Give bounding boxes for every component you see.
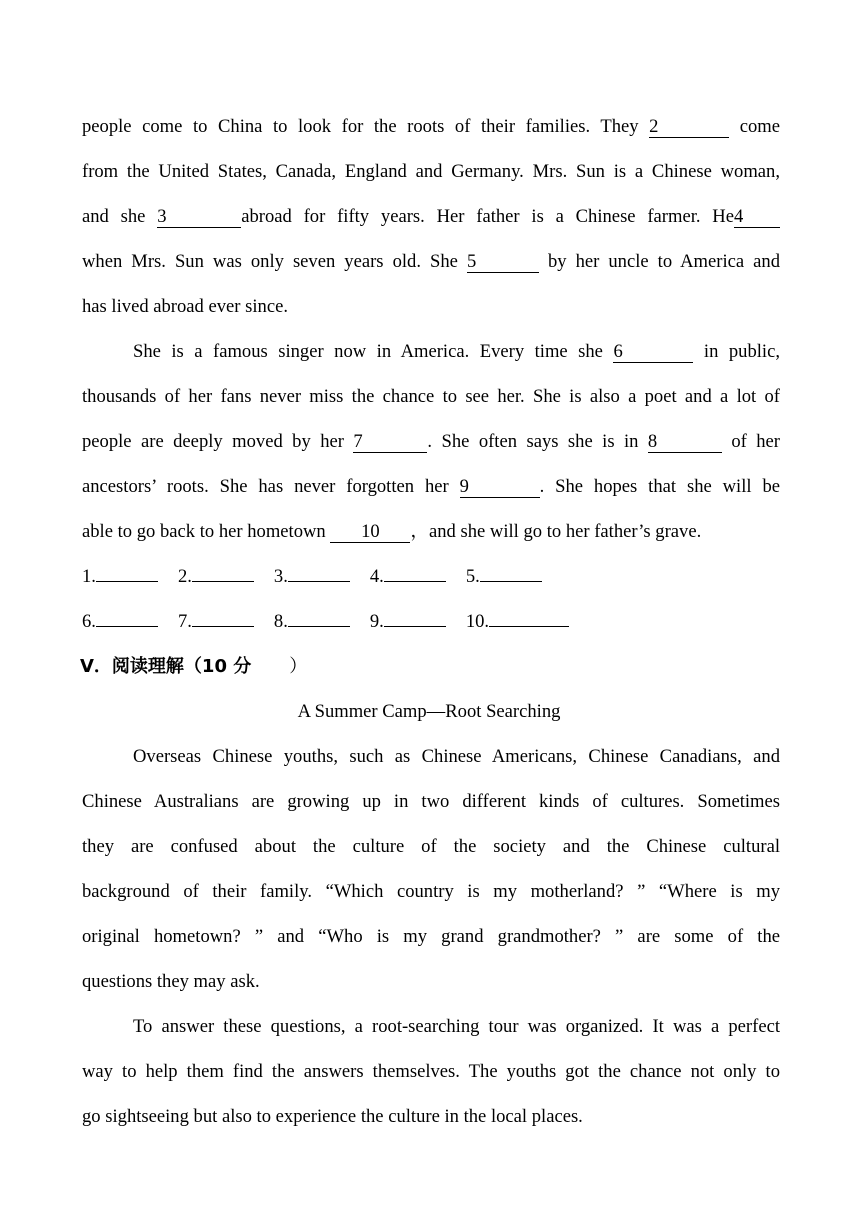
answer-slot: 3.	[274, 554, 350, 599]
answer-row	[82, 599, 780, 644]
cloze-blank-5: 5	[467, 252, 539, 273]
passage-text-line: Overseas Chinese youths, such as Chinese Americans, Chinese Canadians, and	[133, 746, 780, 767]
answer-slot: 6.	[82, 599, 158, 644]
answer-slot: 8.	[274, 599, 350, 644]
cloze-text-line: able to go back to her hometown 10 ，and she will go to her father’s grave.	[82, 521, 702, 542]
passage-title: A Summer Camp—Root Searching	[297, 701, 561, 722]
cloze-text-line: and she 3 abroad for fifty years. Her father is a Chinese farmer. He4	[82, 194, 780, 239]
answer-blank[interactable]	[192, 581, 254, 582]
answer-slot: 1.	[82, 554, 158, 599]
answer-slot: 4.	[370, 554, 446, 599]
passage-text-line: original hometown? ” and “Who is my grand grandmother? ” are some of the	[82, 926, 780, 947]
cloze-text-line: people are deeply moved by her 7 . She often says she is in 8 of her	[82, 431, 780, 452]
passage-text-line: go sightseeing but also to experience the culture in the local places.	[82, 1106, 583, 1127]
cloze-text-line: when Mrs. Sun was only seven years old. She 5 by her uncle to America and	[82, 251, 781, 272]
cloze-text-line: people come to China to look for the roots of their families. They 2 come	[82, 116, 780, 137]
answer-slot: 5.	[466, 554, 542, 599]
answer-slot: 2.	[178, 554, 254, 599]
passage-text-line: background of their family. “Which country is my motherland? ” “Where is my	[82, 881, 780, 902]
cloze-blank-2: 2	[649, 117, 729, 138]
passage-text-line: they are confused about the culture of the society and the Chinese cultural	[82, 836, 780, 857]
answer-blank[interactable]	[192, 626, 254, 627]
cloze-blank-10: 10	[330, 522, 410, 543]
cloze-text-line: She is a famous singer now in America. Every time she 6 in public,	[133, 341, 780, 362]
passage-text-line: Chinese Australians are growing up in two different kinds of cultures. Sometimes	[82, 791, 780, 812]
cloze-text-line: from the United States, Canada, England and Germany. Mrs. Sun is a Chinese woman,	[82, 161, 780, 182]
answer-blank[interactable]	[384, 626, 446, 627]
answer-row	[82, 554, 780, 599]
passage-text-line: way to help them find the answers themselves. The youths got the chance not only to	[82, 1061, 780, 1082]
answer-slot: 10.	[466, 599, 569, 644]
cloze-blank-7: 7	[353, 432, 427, 453]
cloze-text-line: thousands of her fans never miss the chance to see her. She is also a poet and a lot of	[82, 386, 780, 407]
answer-slot: 9.	[370, 599, 446, 644]
answer-blank[interactable]	[384, 581, 446, 582]
cloze-text-line: has lived abroad ever since.	[82, 296, 288, 317]
cloze-blank-9: 9	[460, 477, 540, 498]
cloze-blank-4: 4	[734, 207, 780, 228]
cloze-text-line: ancestors’ roots. She has never forgotten her 9 . She hopes that she will be	[82, 476, 780, 497]
cloze-blank-8: 8	[648, 432, 722, 453]
answer-blank[interactable]	[288, 581, 350, 582]
section-heading: V．阅读理解（10 分 ）	[80, 656, 308, 677]
answer-blank[interactable]	[489, 626, 569, 627]
answer-blank[interactable]	[96, 626, 158, 627]
answer-blank[interactable]	[480, 581, 542, 582]
passage-text-line: To answer these questions, a root-searching tour was organized. It was a perfect	[133, 1016, 780, 1037]
document-page	[82, 104, 780, 1139]
answer-blank[interactable]	[288, 626, 350, 627]
passage-text-line: questions they may ask.	[82, 971, 260, 992]
cloze-blank-6: 6	[613, 342, 693, 363]
answer-slot: 7.	[178, 599, 254, 644]
answer-blank[interactable]	[96, 581, 158, 582]
cloze-blank-3: 3	[157, 207, 241, 228]
